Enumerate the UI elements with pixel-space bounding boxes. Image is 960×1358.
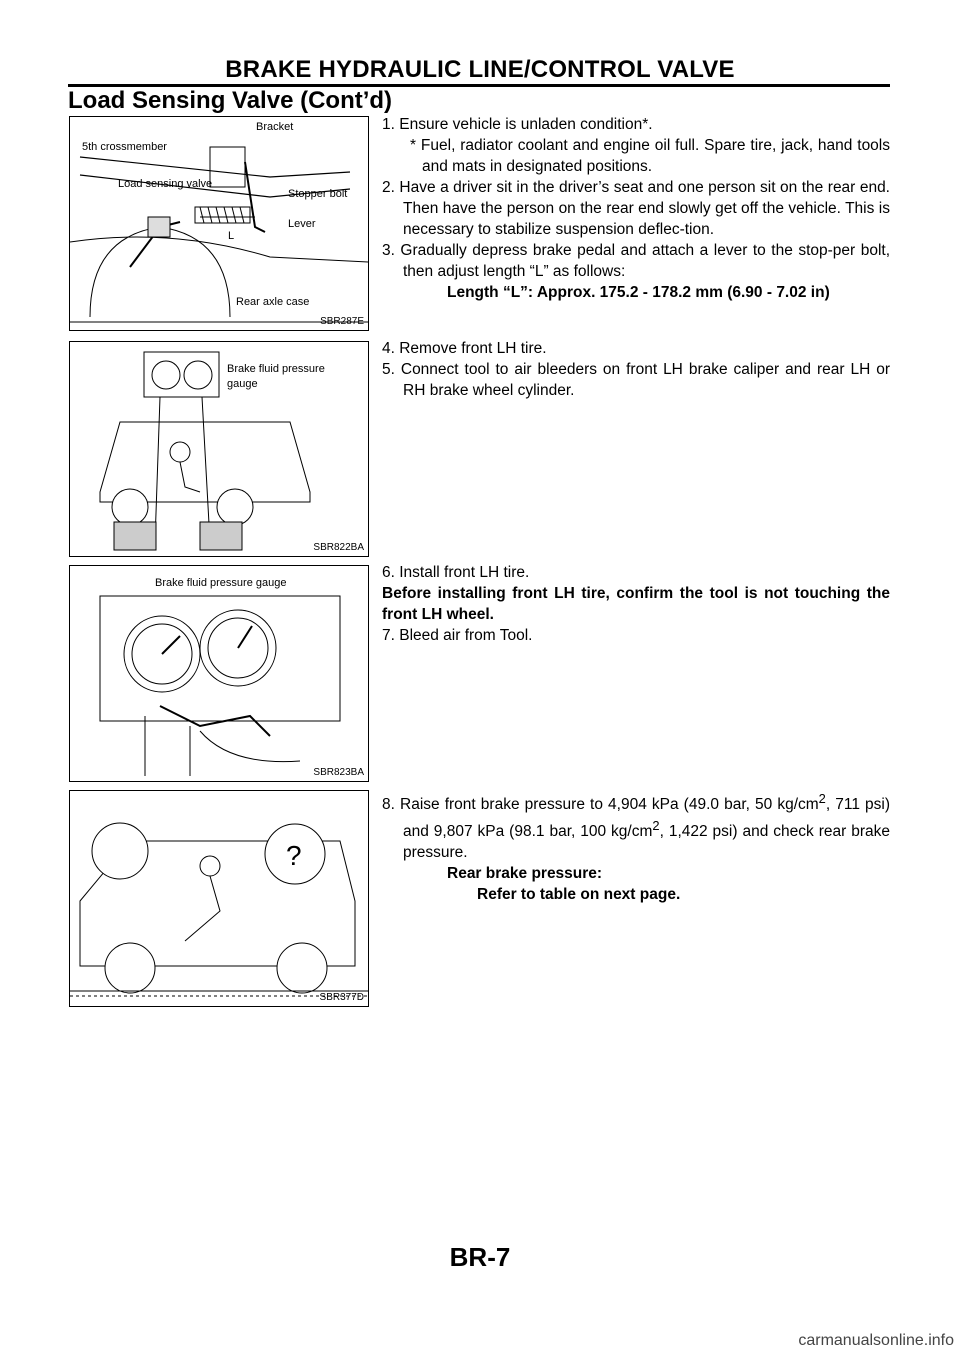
section-title: BRAKE HYDRAULIC LINE/CONTROL VALVE [225,56,735,83]
step-1: 1. Ensure vehicle is unladen condition*. [382,116,653,133]
vehicle-gauge-illustration [70,342,368,556]
label-gauge-line2: gauge [227,378,258,390]
pressure-check-illustration [70,791,368,1006]
step-2: 2. Have a driver sit in the driver’s seat and one person sit on the rear end. Then have the person on the rear end slowly get off the vehicle. This is necessary to stabilize suspension deflec-tion. [382,179,890,238]
label-gauge: Brake fluid pressure gauge [155,577,287,589]
label-lever: Lever [288,218,316,230]
watermark: carmanualsonline.info [798,1332,954,1349]
section-install-bleed [382,562,890,646]
section-subtitle: Load Sensing Valve (Cont’d) [68,87,393,114]
step-8-part-a: 8. Raise front brake pressure to 4,904 kPa (49.0 bar, 50 kg/cm [382,796,819,814]
label-valve: Load sensing valve [118,178,213,190]
label-stopper-bolt: Stopper bolt [288,188,348,200]
figure-gauge-connected [69,341,369,557]
section-connect-tool [382,338,890,401]
page-number: BR-7 [449,1242,511,1272]
unladen-note: * Fuel, radiator coolant and engine oil full. Spare tire, jack, hand tools and mats in designated positions. [410,137,890,175]
label-length-l: L [228,230,235,242]
label-bracket: Bracket [256,121,294,133]
label-axle-case: Rear axle case [236,296,310,308]
figure-code: SBR823BA [313,767,364,778]
label-crossmember: 5th crossmember [82,141,167,153]
caution-text: Before installing front LH tire, confirm the tool is not touching the front LH wheel. [382,585,890,623]
figure-load-sensing-valve [69,116,369,331]
step-3: 3. Gradually depress brake pedal and attach a lever to the stop-per bolt, then adjust length “L” as follows: [382,242,890,280]
figure-code: SBR822BA [313,542,364,553]
figure-code: SBR377D [319,992,364,1003]
figure-bleed-tool [69,565,369,782]
figure-pressure-check [69,790,369,1007]
rear-pressure-label: Rear brake pressure: [447,865,603,883]
step-5: 5. Connect tool to air bleeders on front LH brake caliper and rear LH or RH brake wheel cylinder. [382,361,890,399]
step-8 [382,788,890,863]
section-pressure-check [382,788,890,905]
label-unknown-gauge: ? [286,840,302,871]
step-6: 6. Install front LH tire. [382,564,530,581]
table-reference: Refer to table on next page. [477,886,681,904]
load-sensing-valve-illustration [70,117,368,330]
superscript: 2 [652,818,660,834]
length-spec: Length “L”: Approx. 175.2 - 178.2 mm (6.90 - 7.02 in) [447,284,830,301]
step-4: 4. Remove front LH tire. [382,340,547,357]
section-unladen-adjust [382,114,890,303]
superscript: 2 [818,791,826,806]
figure-code: SBR287E [320,316,364,327]
label-gauge-line1: Brake fluid pressure [227,363,325,375]
step-8-part-b: , 711 psi) and 9,807 kPa (98.1 bar, 100 kg/cm [403,796,891,841]
gauge-bleed-illustration [70,566,368,781]
step-8-part-c: , 1,422 psi) and check rear brake pressure. [403,823,890,862]
step-7: 7. Bleed air from Tool. [382,627,533,644]
